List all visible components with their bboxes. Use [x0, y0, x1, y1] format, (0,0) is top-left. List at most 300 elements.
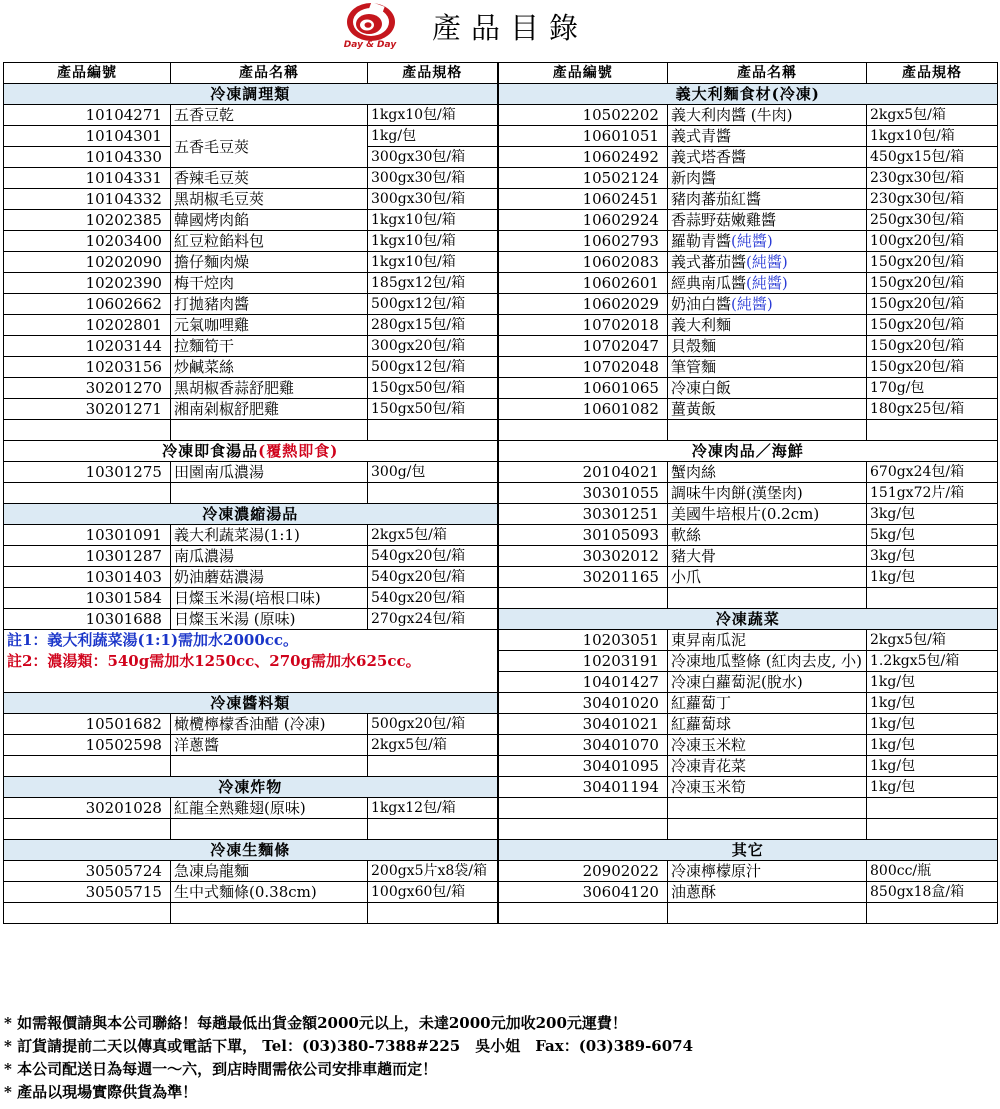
- product-code: 10203191: [575, 651, 668, 672]
- footer-note: * 訂貨請提前二天以傳真或電話下單， Tel：(03)380-7388#225 吳小姐 Fax：(03)389-6074: [4, 1037, 694, 1055]
- product-name: 冷凍玉米筍: [668, 777, 867, 798]
- product-code: 10502598: [78, 735, 171, 756]
- product-name: 薑黃飯: [668, 399, 867, 420]
- table-row: [4, 441, 998, 462]
- indent-cell: [498, 882, 575, 903]
- indent-cell: [498, 147, 575, 168]
- product-name: 義大利蔬菜湯(1:1): [171, 525, 368, 546]
- product-name: 香辣毛豆莢: [171, 168, 368, 189]
- indent-cell: [4, 378, 78, 399]
- table-row: [4, 210, 998, 231]
- section-title-text: 冷凍肉品／海鮮: [691, 442, 804, 460]
- product-spec: 1.2kgx5包/箱: [867, 651, 998, 672]
- indent-cell: [498, 672, 575, 693]
- product-name: 豬大骨: [668, 546, 867, 567]
- footer-note: * 本公司配送日為每週一～六，到店時間需依公司安排車趟而定！: [4, 1060, 438, 1078]
- table-row: [4, 483, 998, 504]
- table-row: [4, 336, 998, 357]
- product-spec: 200gx5片x8袋/箱: [368, 861, 498, 882]
- empty-cell: [4, 420, 78, 441]
- empty-cell: [575, 420, 668, 441]
- product-spec: 1kgx12包/箱: [368, 798, 498, 819]
- indent-cell: [498, 483, 575, 504]
- product-code: 30401095: [575, 756, 668, 777]
- product-code: 10601051: [575, 126, 668, 147]
- indent-cell: [4, 588, 78, 609]
- indent-cell: [498, 189, 575, 210]
- product-name: 黑胡椒香蒜舒肥雞: [171, 378, 368, 399]
- indent-cell: [498, 504, 575, 525]
- product-name: 紅蘿蔔球: [668, 714, 867, 735]
- indent-cell: [4, 252, 78, 273]
- product-name: 黑胡椒毛豆莢: [171, 189, 368, 210]
- product-code: 10601065: [575, 378, 668, 399]
- indent-cell: [498, 714, 575, 735]
- indent-cell: [4, 294, 78, 315]
- empty-cell: [4, 483, 78, 504]
- product-name-tag: (純醬): [731, 232, 773, 250]
- table-row: [4, 105, 998, 126]
- indent-cell: [4, 546, 78, 567]
- col-header-name: 產品名稱: [668, 63, 867, 84]
- empty-cell: [368, 483, 498, 504]
- indent-cell: [498, 462, 575, 483]
- section-title-text: 冷凍蔬菜: [715, 610, 780, 628]
- table-row: [4, 462, 998, 483]
- product-code: 10301403: [78, 567, 171, 588]
- empty-cell: [575, 903, 668, 924]
- empty-cell: [4, 903, 78, 924]
- indent-cell: [498, 168, 575, 189]
- table-row: [4, 735, 998, 756]
- product-name: 湘南剁椒舒肥雞: [171, 399, 368, 420]
- product-code: 10301287: [78, 546, 171, 567]
- product-spec: 180gx25包/箱: [867, 399, 998, 420]
- empty-cell: [575, 588, 668, 609]
- product-code: 10602083: [575, 252, 668, 273]
- product-name-text: 經典南瓜醬: [671, 274, 747, 292]
- table-row: [4, 882, 998, 903]
- product-name: 田園南瓜濃湯: [171, 462, 368, 483]
- product-name: 冷凍白蘿蔔泥(脫水): [668, 672, 867, 693]
- table-row: [4, 273, 998, 294]
- product-code: 10602601: [575, 273, 668, 294]
- product-spec: 150gx20包/箱: [867, 336, 998, 357]
- indent-cell: [4, 399, 78, 420]
- table-row: [4, 756, 998, 777]
- product-name-text: 奶油白醬: [671, 295, 732, 313]
- product-name: 紅蘿蔔丁: [668, 693, 867, 714]
- product-name: 義大利麵: [668, 315, 867, 336]
- product-spec: 540gx20包/箱: [368, 546, 498, 567]
- indent-cell: [4, 189, 78, 210]
- footer-notes: [4, 1012, 994, 1104]
- product-code: 10203051: [575, 630, 668, 651]
- table-row: [4, 504, 998, 525]
- product-spec: 850gx18盒/箱: [867, 882, 998, 903]
- product-code: 30105093: [575, 525, 668, 546]
- product-name: 冷凍地瓜整條 (紅肉去皮, 小): [668, 651, 867, 672]
- indent-cell: [498, 630, 575, 651]
- indent-cell: [498, 777, 575, 798]
- product-name: 梅干焢肉: [171, 273, 368, 294]
- product-name: 紅龍全熟雞翅(原味): [171, 798, 368, 819]
- empty-cell: [867, 903, 998, 924]
- product-spec: 1kgx10包/箱: [867, 126, 998, 147]
- product-code: 30505724: [78, 861, 171, 882]
- indent-cell: [498, 693, 575, 714]
- product-name: 日燦玉米湯(培根口味): [171, 588, 368, 609]
- indent-cell: [4, 609, 78, 630]
- indent-cell: [4, 210, 78, 231]
- table-row: [4, 714, 998, 735]
- product-name-text: 羅勒青醬: [671, 232, 732, 250]
- indent-cell: [4, 168, 78, 189]
- product-spec: 670gx24包/箱: [867, 462, 998, 483]
- indent-cell: [498, 399, 575, 420]
- indent-cell: [4, 147, 78, 168]
- indent-cell: [498, 861, 575, 882]
- product-name: 急凍烏龍麵: [171, 861, 368, 882]
- section-title: [4, 840, 498, 861]
- empty-cell: [78, 819, 171, 840]
- empty-cell: [171, 420, 368, 441]
- table-row: [4, 567, 998, 588]
- table-row: [4, 588, 998, 609]
- indent-cell: [4, 567, 78, 588]
- product-code: 10104331: [78, 168, 171, 189]
- indent-cell: [498, 378, 575, 399]
- empty-cell: [368, 420, 498, 441]
- product-name: 紅豆粒餡料包: [171, 231, 368, 252]
- indent-cell: [4, 735, 78, 756]
- product-spec: 1kgx10包/箱: [368, 252, 498, 273]
- footer-note: * 如需報價請與本公司聯絡！每趟最低出貨金額2000元以上，未達2000元加收200元運費！: [4, 1014, 627, 1032]
- table-row: [4, 126, 998, 147]
- product-code: 10602492: [575, 147, 668, 168]
- empty-cell: [171, 483, 368, 504]
- empty-cell: [368, 819, 498, 840]
- indent-cell: [498, 651, 575, 672]
- product-spec: 1kg/包: [867, 756, 998, 777]
- product-code: 10602793: [575, 231, 668, 252]
- empty-cell: [498, 903, 575, 924]
- section-title-text: 冷凍調理類: [210, 85, 291, 103]
- table-row: [4, 861, 998, 882]
- product-spec: 1kg/包: [867, 714, 998, 735]
- product-code: 10301091: [78, 525, 171, 546]
- section-title: [498, 840, 998, 861]
- indent-cell: [498, 315, 575, 336]
- product-name-tag: (純醬): [746, 253, 788, 271]
- empty-cell: [171, 903, 368, 924]
- product-name: 洋蔥醬: [171, 735, 368, 756]
- product-code: 10502124: [575, 168, 668, 189]
- table-row: [4, 819, 998, 840]
- product-code: 10202390: [78, 273, 171, 294]
- product-spec: 500gx12包/箱: [368, 357, 498, 378]
- product-code: 10602662: [78, 294, 171, 315]
- indent-cell: [498, 126, 575, 147]
- product-name: 義式青醬: [668, 126, 867, 147]
- product-name: 調味牛肉餅(漢堡肉): [668, 483, 867, 504]
- empty-cell: [575, 819, 668, 840]
- product-name: 貝殼麵: [668, 336, 867, 357]
- product-code: 30201165: [575, 567, 668, 588]
- empty-cell: [4, 756, 78, 777]
- table-row: [4, 651, 998, 672]
- product-name: [668, 294, 867, 315]
- indent-cell: [498, 756, 575, 777]
- table-row: [4, 798, 998, 819]
- product-spec: 1kgx10包/箱: [368, 231, 498, 252]
- product-name: 義大利肉醬 (牛肉): [668, 105, 867, 126]
- empty-cell: [171, 819, 368, 840]
- table-row: [4, 546, 998, 567]
- product-code: 30201270: [78, 378, 171, 399]
- section-title: [4, 777, 498, 798]
- product-code: 10702047: [575, 336, 668, 357]
- section-title-note: (覆熱即食): [258, 442, 339, 460]
- product-spec: 150gx50包/箱: [368, 378, 498, 399]
- empty-cell: [668, 420, 867, 441]
- product-name: 香蒜野菇嫩雞醬: [668, 210, 867, 231]
- logo-text: Day & Day: [343, 40, 397, 50]
- empty-cell: [78, 903, 171, 924]
- empty-cell: [368, 756, 498, 777]
- section-title: [498, 609, 998, 630]
- indent-cell: [498, 567, 575, 588]
- product-spec: 800cc/瓶: [867, 861, 998, 882]
- product-name: 擔仔麵肉燥: [171, 252, 368, 273]
- product-code: 10203156: [78, 357, 171, 378]
- product-name: 冷凍檸檬原汁: [668, 861, 867, 882]
- table-row: [4, 609, 998, 630]
- empty-cell: [171, 756, 368, 777]
- table-row: [4, 672, 998, 693]
- product-code: 20104021: [575, 462, 668, 483]
- product-spec: 1kgx10包/箱: [368, 210, 498, 231]
- section-title: [4, 693, 498, 714]
- product-spec: 270gx24包/箱: [368, 609, 498, 630]
- empty-cell: [867, 819, 998, 840]
- product-name: 五香毛豆莢: [171, 126, 368, 168]
- table-row: [4, 294, 998, 315]
- empty-cell: [867, 798, 998, 819]
- product-name-tag: (純醬): [746, 274, 788, 292]
- empty-cell: [368, 903, 498, 924]
- product-spec: 150gx20包/箱: [867, 315, 998, 336]
- product-name: [668, 231, 867, 252]
- product-name: 奶油蘑菇濃湯: [171, 567, 368, 588]
- table-row: [4, 168, 998, 189]
- indent-cell: [4, 273, 78, 294]
- product-name-text: 義式蕃茄醬: [671, 253, 747, 271]
- indent-cell: [498, 294, 575, 315]
- empty-cell: [867, 420, 998, 441]
- product-name-tag: (純醬): [731, 295, 773, 313]
- product-code: 10602924: [575, 210, 668, 231]
- product-spec: 2kgx5包/箱: [867, 630, 998, 651]
- table-header-row: [4, 63, 998, 84]
- empty-cell: [575, 798, 668, 819]
- product-spec: 300gx30包/箱: [368, 147, 498, 168]
- product-spec: 250gx30包/箱: [867, 210, 998, 231]
- header: [0, 0, 1000, 58]
- product-code: 30302012: [575, 546, 668, 567]
- table-row: [4, 840, 998, 861]
- indent-cell: [4, 315, 78, 336]
- section-title-text: 冷凍濃縮湯品: [202, 505, 299, 523]
- product-name: 美國牛培根片(0.2cm): [668, 504, 867, 525]
- table-row: [4, 525, 998, 546]
- table-row: [4, 84, 998, 105]
- empty-cell: [4, 819, 78, 840]
- empty-cell: [78, 756, 171, 777]
- indent-cell: [4, 882, 78, 903]
- product-code: 10702018: [575, 315, 668, 336]
- product-name: 豬肉蕃茄紅醬: [668, 189, 867, 210]
- product-name: 冷凍白飯: [668, 378, 867, 399]
- product-code: 30201271: [78, 399, 171, 420]
- indent-cell: [498, 735, 575, 756]
- product-spec: 150gx20包/箱: [867, 252, 998, 273]
- section-title-text: 義大利麵食材(冷凍): [675, 85, 820, 103]
- empty-cell: [668, 819, 867, 840]
- footer-note: * 產品以現場實際供貨為準！: [4, 1083, 198, 1101]
- table-row: [4, 399, 998, 420]
- section-title-text: 冷凍醬料類: [210, 694, 291, 712]
- indent-cell: [498, 231, 575, 252]
- empty-cell: [498, 420, 575, 441]
- empty-cell: [498, 798, 575, 819]
- indent-cell: [4, 336, 78, 357]
- empty-cell: [668, 903, 867, 924]
- product-name: [668, 273, 867, 294]
- product-spec: 150gx20包/箱: [867, 273, 998, 294]
- table-row: [4, 252, 998, 273]
- product-code: 30505715: [78, 882, 171, 903]
- empty-cell: [498, 819, 575, 840]
- indent-cell: [498, 336, 575, 357]
- product-spec: 540gx20包/箱: [368, 567, 498, 588]
- product-spec: 450gx15包/箱: [867, 147, 998, 168]
- product-name: 韓國烤肉餡: [171, 210, 368, 231]
- product-spec: 151gx72片/箱: [867, 483, 998, 504]
- note-spacer: [4, 672, 498, 693]
- product-code: 10702048: [575, 357, 668, 378]
- col-header-spec: 產品規格: [867, 63, 998, 84]
- table-row: [4, 189, 998, 210]
- indent-cell: [498, 273, 575, 294]
- product-name: 橄欖檸檬香油醋 (冷凍): [171, 714, 368, 735]
- indent-cell: [4, 861, 78, 882]
- product-code: 10202090: [78, 252, 171, 273]
- product-code: 30401021: [575, 714, 668, 735]
- product-name: 生中式麵條(0.38cm): [171, 882, 368, 903]
- product-name: 拉麵筍干: [171, 336, 368, 357]
- product-code: 10203144: [78, 336, 171, 357]
- product-name: 打拋豬肉醬: [171, 294, 368, 315]
- product-name: 南瓜濃湯: [171, 546, 368, 567]
- product-code: 30401194: [575, 777, 668, 798]
- empty-cell: [668, 588, 867, 609]
- product-code: 10104330: [78, 147, 171, 168]
- section-title-text: 冷凍炸物: [218, 778, 283, 796]
- product-catalog-table: [3, 62, 998, 924]
- table-row: [4, 630, 998, 651]
- product-name: 筆管麵: [668, 357, 867, 378]
- product-spec: 185gx12包/箱: [368, 273, 498, 294]
- product-code: 30301251: [575, 504, 668, 525]
- product-code: 20902022: [575, 861, 668, 882]
- page-title: 產品目錄: [432, 11, 589, 45]
- indent-cell: [4, 714, 78, 735]
- product-code: 10104271: [78, 105, 171, 126]
- product-code: 10602029: [575, 294, 668, 315]
- product-spec: 500gx12包/箱: [368, 294, 498, 315]
- product-name: 義式塔香醬: [668, 147, 867, 168]
- indent-cell: [4, 126, 78, 147]
- product-code: 10301688: [78, 609, 171, 630]
- product-name: 五香豆乾: [171, 105, 368, 126]
- product-name: 東昇南瓜泥: [668, 630, 867, 651]
- indent-cell: [498, 105, 575, 126]
- indent-cell: [4, 462, 78, 483]
- product-spec: 230gx30包/箱: [867, 168, 998, 189]
- product-spec: 2kgx5包/箱: [368, 735, 498, 756]
- empty-cell: [498, 588, 575, 609]
- product-spec: 2kgx5包/箱: [867, 105, 998, 126]
- indent-cell: [498, 357, 575, 378]
- empty-cell: [867, 588, 998, 609]
- col-header-name: 產品名稱: [171, 63, 368, 84]
- product-code: 10301275: [78, 462, 171, 483]
- col-header-spec: 產品規格: [368, 63, 498, 84]
- product-spec: 3kg/包: [867, 504, 998, 525]
- product-name: 元氣咖哩雞: [171, 315, 368, 336]
- soup-note: 註1：義大利蔬菜湯(1:1)需加水2000cc。: [4, 630, 498, 651]
- product-code: 10104301: [78, 126, 171, 147]
- empty-cell: [78, 483, 171, 504]
- product-spec: 1kgx10包/箱: [368, 105, 498, 126]
- table-row: [4, 147, 998, 168]
- product-name: 蟹肉絲: [668, 462, 867, 483]
- product-spec: 150gx20包/箱: [867, 357, 998, 378]
- indent-cell: [4, 798, 78, 819]
- indent-cell: [4, 105, 78, 126]
- product-spec: 300g/包: [368, 462, 498, 483]
- product-spec: 3kg/包: [867, 546, 998, 567]
- col-header-code: 產品編號: [4, 63, 171, 84]
- product-name: 小爪: [668, 567, 867, 588]
- table-row: [4, 777, 998, 798]
- indent-cell: [498, 210, 575, 231]
- section-title: [4, 504, 498, 525]
- product-spec: 300gx30包/箱: [368, 189, 498, 210]
- product-spec: 280gx15包/箱: [368, 315, 498, 336]
- indent-cell: [498, 252, 575, 273]
- product-spec: 540gx20包/箱: [368, 588, 498, 609]
- product-code: 10202801: [78, 315, 171, 336]
- product-name: 冷凍玉米粒: [668, 735, 867, 756]
- table-row: [4, 357, 998, 378]
- product-spec: 230gx30包/箱: [867, 189, 998, 210]
- product-name: [668, 252, 867, 273]
- product-code: 10501682: [78, 714, 171, 735]
- product-spec: 150gx20包/箱: [867, 294, 998, 315]
- product-name: 冷凍青花菜: [668, 756, 867, 777]
